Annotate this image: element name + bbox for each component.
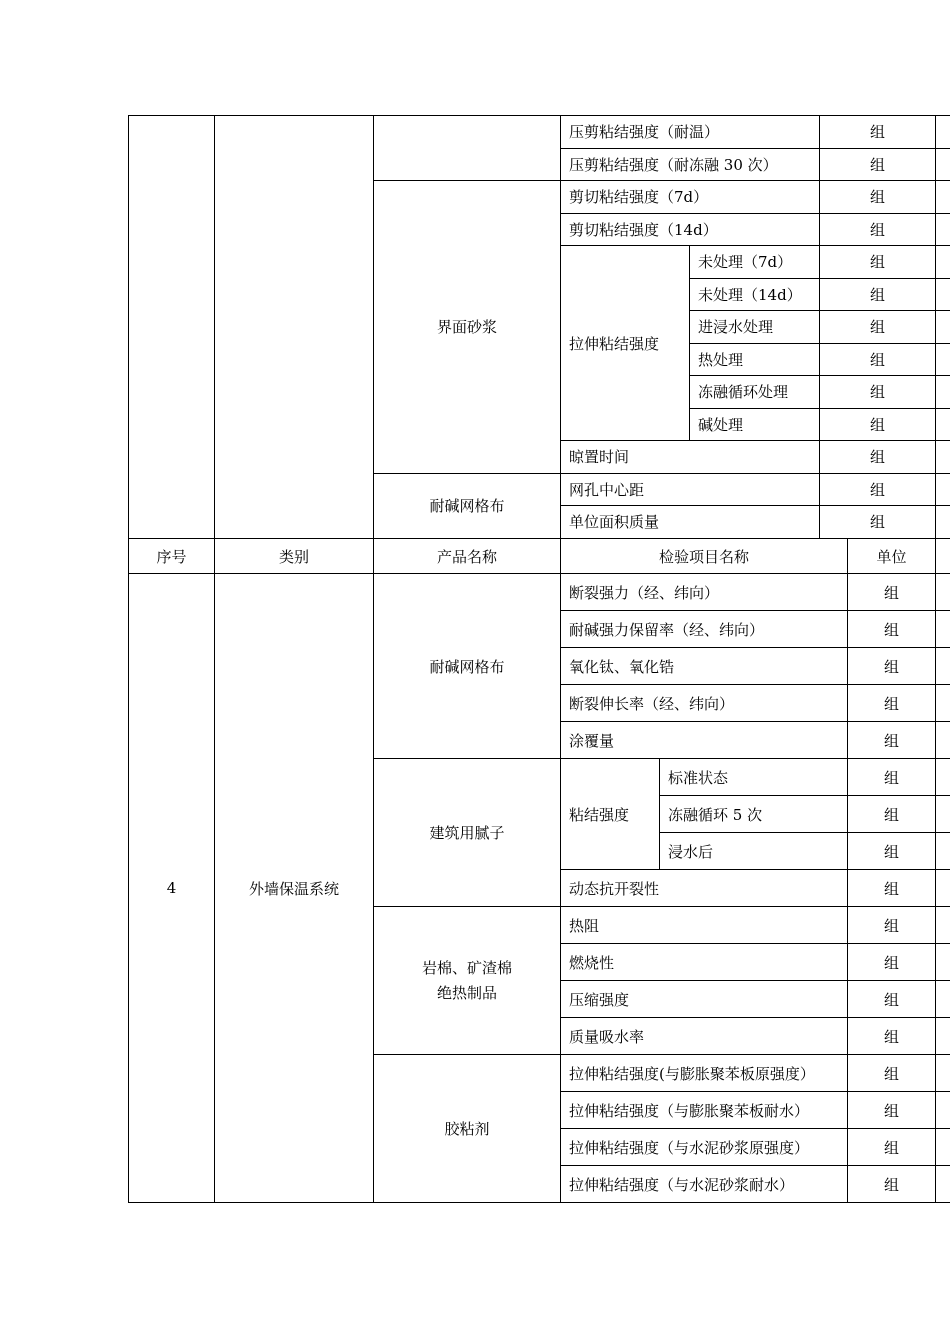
table-header-row <box>129 539 950 574</box>
unit-cell: 组 <box>848 1166 936 1203</box>
unit-cell: 组 <box>820 213 936 246</box>
table-row <box>129 574 950 611</box>
item-cell: 涂覆量 <box>561 722 848 759</box>
unit-cell: 组 <box>820 376 936 409</box>
unit-cell: 组 <box>848 1092 936 1129</box>
item-cell: 断裂伸长率（经、纬向） <box>561 685 848 722</box>
sub-item-cell: 冻融循环处理 <box>690 376 820 409</box>
item-cell: 单位面积质量 <box>561 506 820 539</box>
item-cell: 拉伸粘结强度（与水泥砂浆原强度） <box>561 1129 848 1166</box>
inspection-table <box>128 538 950 1203</box>
unit-cell: 组 <box>848 611 936 648</box>
unit-cell: 组 <box>848 944 936 981</box>
item-cell: 质量吸水率 <box>561 1018 848 1055</box>
item-cell: 剪切粘结强度（14d） <box>561 213 820 246</box>
unit-cell: 组 <box>820 148 936 181</box>
unit-cell: 组 <box>848 1129 936 1166</box>
item-cell: 拉伸粘结强度（与水泥砂浆耐水） <box>561 1166 848 1203</box>
unit-cell: 组 <box>848 574 936 611</box>
item-cell: 晾置时间 <box>561 441 820 474</box>
header-unit: 单位 <box>848 539 936 574</box>
category-cell: 外墙保温系统 <box>215 574 374 1203</box>
item-cell: 耐碱强力保留率（经、纬向） <box>561 611 848 648</box>
sub-item-cell: 标准状态 <box>660 759 848 796</box>
unit-cell: 组 <box>820 343 936 376</box>
unit-cell: 组 <box>848 907 936 944</box>
unit-cell: 组 <box>848 870 936 907</box>
sub-item-cell: 进浸水处理 <box>690 311 820 344</box>
product-name-line-2: 绝热制品 <box>436 983 497 1002</box>
sub-item-cell: 未处理（7d） <box>690 246 820 279</box>
item-cell: 断裂强力（经、纬向） <box>561 574 848 611</box>
item-cell: 剪切粘结强度（7d） <box>561 181 820 214</box>
item-cell: 网孔中心距 <box>561 473 820 506</box>
product-cell: 界面砂浆 <box>374 181 561 474</box>
unit-cell: 组 <box>848 796 936 833</box>
unit-cell: 组 <box>848 981 936 1018</box>
header-seq: 序号 <box>129 539 215 574</box>
unit-cell: 组 <box>820 441 936 474</box>
item-cell: 拉伸粘结强度(与膨胀聚苯板原强度） <box>561 1055 848 1092</box>
header-category: 类别 <box>215 539 374 574</box>
seq-cell: 4 <box>129 574 215 1203</box>
unit-cell: 组 <box>820 116 936 149</box>
item-cell: 动态抗开裂性 <box>561 870 848 907</box>
sub-item-cell: 浸水后 <box>660 833 848 870</box>
product-cell: 耐碱网格布 <box>374 473 561 538</box>
sub-item-cell: 未处理（14d） <box>690 278 820 311</box>
unit-cell: 组 <box>848 833 936 870</box>
unit-cell: 组 <box>820 473 936 506</box>
product-cell <box>374 907 561 1055</box>
product-cell <box>374 116 561 181</box>
item-cell: 拉伸粘结强度（与膨胀聚苯板耐水） <box>561 1092 848 1129</box>
header-item: 检验项目名称 <box>561 539 848 574</box>
product-cell: 胶粘剂 <box>374 1055 561 1203</box>
unit-cell: 组 <box>848 648 936 685</box>
unit-cell: 组 <box>820 408 936 441</box>
unit-cell: 组 <box>820 506 936 539</box>
unit-cell: 组 <box>848 759 936 796</box>
category-cell <box>215 116 374 539</box>
item-cell: 压剪粘结强度（耐冻融 30 次） <box>561 148 820 181</box>
item-group-cell: 粘结强度 <box>561 759 660 870</box>
unit-cell: 组 <box>820 246 936 279</box>
item-cell: 热阻 <box>561 907 848 944</box>
item-cell: 压剪粘结强度（耐温） <box>561 116 820 149</box>
product-cell: 建筑用腻子 <box>374 759 561 907</box>
table-row <box>129 116 950 149</box>
item-cell: 压缩强度 <box>561 981 848 1018</box>
sub-item-cell: 碱处理 <box>690 408 820 441</box>
item-cell: 燃烧性 <box>561 944 848 981</box>
sub-item-cell: 热处理 <box>690 343 820 376</box>
header-product: 产品名称 <box>374 539 561 574</box>
product-name-line-1: 岩棉、矿渣棉 <box>421 958 512 977</box>
product-cell: 耐碱网格布 <box>374 574 561 759</box>
seq-cell <box>129 116 215 539</box>
inspection-table-continued <box>128 115 950 539</box>
unit-cell: 组 <box>820 311 936 344</box>
unit-cell: 组 <box>848 1055 936 1092</box>
unit-cell: 组 <box>848 1018 936 1055</box>
unit-cell: 组 <box>820 181 936 214</box>
unit-cell: 组 <box>820 278 936 311</box>
unit-cell: 组 <box>848 722 936 759</box>
unit-cell: 组 <box>848 685 936 722</box>
sub-item-cell: 冻融循环 5 次 <box>660 796 848 833</box>
item-cell: 氧化钛、氧化锆 <box>561 648 848 685</box>
item-group-cell: 拉伸粘结强度 <box>561 246 690 441</box>
